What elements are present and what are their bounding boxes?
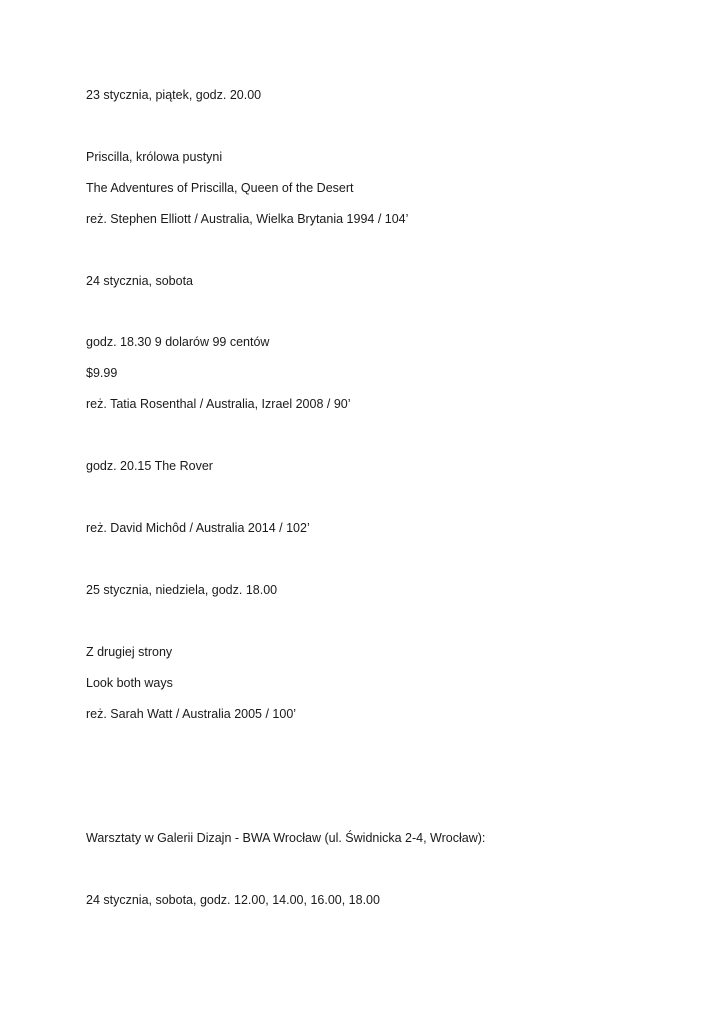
film-credits: reż. Stephen Elliott / Australia, Wielka Brytania 1994 / 104’ xyxy=(86,212,409,226)
film-title-original: $9.99 xyxy=(86,366,118,380)
film-title-polish: Z drugiej strony xyxy=(86,645,173,659)
event-date-jan-25: 25 stycznia, niedziela, godz. 18.00 xyxy=(86,583,278,597)
screening-time-title: godz. 20.15 The Rover xyxy=(86,459,213,473)
film-title-original: The Adventures of Priscilla, Queen of the Desert xyxy=(86,181,354,195)
film-credits: reż. Sarah Watt / Australia 2005 / 100’ xyxy=(86,707,297,721)
film-credits: reż. David Michôd / Australia 2014 / 102’ xyxy=(86,521,310,535)
film-credits: reż. Tatia Rosenthal / Australia, Izrael 2008 / 90’ xyxy=(86,397,351,411)
event-date-jan-23: 23 stycznia, piątek, godz. 20.00 xyxy=(86,88,262,102)
screening-time-title: godz. 18.30 9 dolarów 99 centów xyxy=(86,335,270,349)
workshop-schedule: 24 stycznia, sobota, godz. 12.00, 14.00, 16.00, 18.00 xyxy=(86,893,380,907)
workshops-heading: Warsztaty w Galerii Dizajn - BWA Wrocław (ul. Świdnicka 2-4, Wrocław): xyxy=(86,831,486,845)
film-title-original: Look both ways xyxy=(86,676,173,690)
event-date-jan-24: 24 stycznia, sobota xyxy=(86,274,194,288)
film-title-polish: Priscilla, królowa pustyni xyxy=(86,150,223,164)
